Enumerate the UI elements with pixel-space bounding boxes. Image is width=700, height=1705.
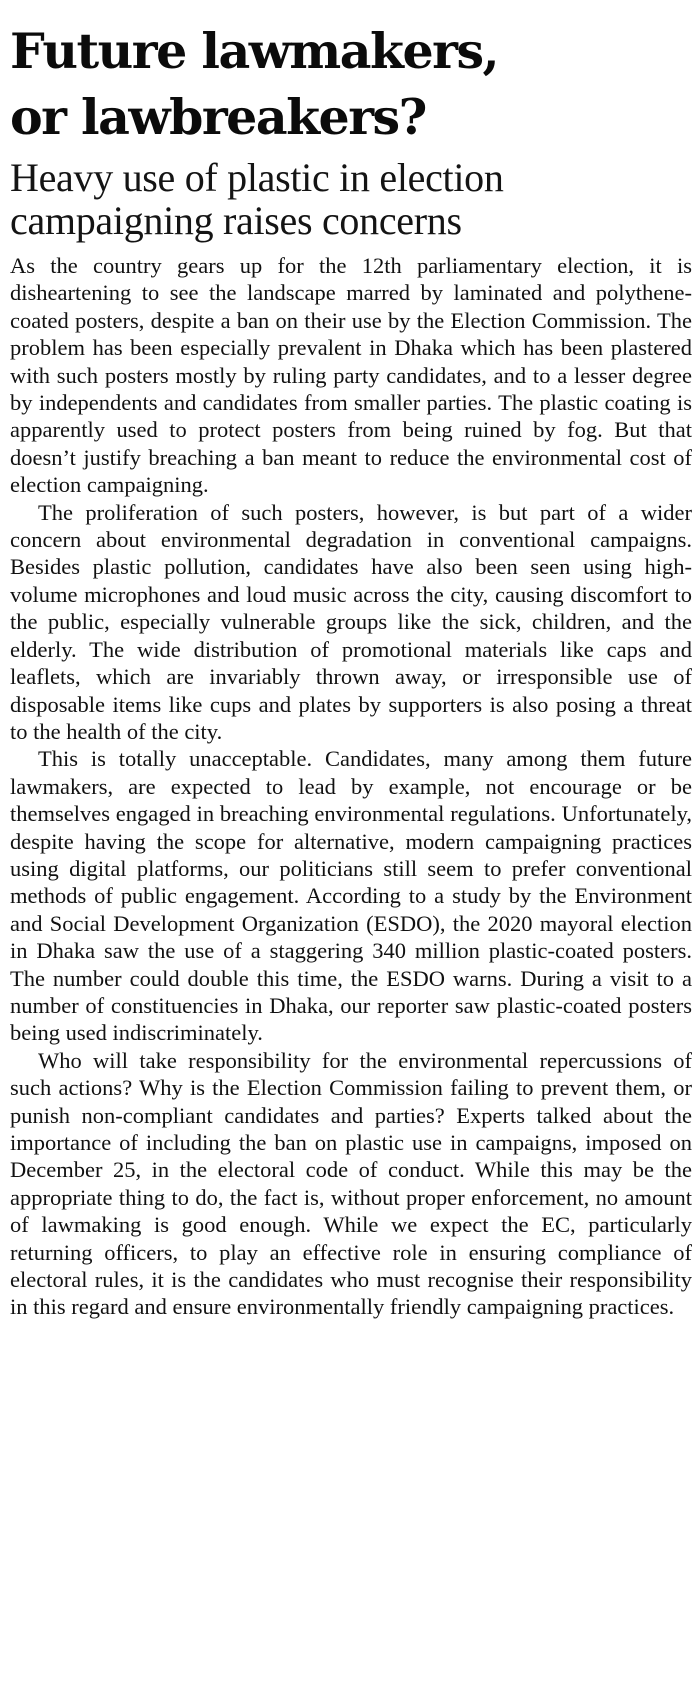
headline-line-2: or lawbreakers? bbox=[10, 88, 426, 146]
subheadline-line-1: Heavy use of plastic in election bbox=[10, 155, 504, 200]
headline-line-1: Future lawmakers, bbox=[10, 22, 499, 80]
article-body bbox=[10, 252, 692, 1321]
subheadline bbox=[10, 156, 692, 242]
subheadline-line-2: campaigning raises concerns bbox=[10, 198, 462, 243]
body-paragraph-3: This is totally unacceptable. Candidates, many among them future lawmakers, are expected to lead by example, not encourage or be themselves engaged in breaching environmental regulations. Unfortunately, despite having the scope for alternative, modern campaigning practices using digital platforms, our politicians still seem to prefer conventional methods of public engagement. According to a study by the Environment and Social Development Organization (ESDO), the 2020 mayoral election in Dhaka saw the use of a staggering 340 million plastic-coated posters. The number could double this time, the ESDO warns. During a visit to a number of constituencies in Dhaka, our reporter saw plastic-coated posters being used indiscriminately. bbox=[10, 746, 692, 1046]
body-paragraph-1: As the country gears up for the 12th parliamentary election, it is disheartening to see the landscape marred by laminated and polythene-coated posters, despite a ban on their use by the Election Commission. The problem has been especially prevalent in Dhaka which has been plastered with such posters mostly by ruling party candidates, and to a lesser degree by independents and candidates from smaller parties. The plastic coating is apparently used to protect posters from being ruined by fog. But that doesn’t justify breaching a ban meant to reduce the environmental cost of election campaigning. bbox=[10, 253, 692, 498]
headline bbox=[10, 18, 692, 150]
body-paragraph-4: Who will take responsibility for the environmental repercussions of such actions? Why is the Election Commission failing to prevent them, or punish non-compliant candidates and parties? Experts talked about the importance of including the ban on plastic use in campaigns, imposed on December 25, in the electoral code of conduct. While this may be the appropriate thing to do, the fact is, without proper enforcement, no amount of lawmaking is good enough. While we expect the EC, particularly returning officers, to play an effective role in ensuring compliance of electoral rules, it is the candidates who must recognise their responsibility in this regard and ensure environmentally friendly campaigning practices. bbox=[10, 1047, 692, 1320]
body-paragraph-2: The proliferation of such posters, however, is but part of a wider concern about environmental degradation in conventional campaigns. Besides plastic pollution, candidates have also been seen using high-volume microphones and loud music across the city, causing discomfort to the public, especially vulnerable groups like the sick, children, and the elderly. The wide distribution of promotional materials like caps and leaflets, which are invariably thrown away, or irresponsible use of disposable items like cups and plates by supporters is also posing a threat to the health of the city. bbox=[10, 499, 692, 744]
